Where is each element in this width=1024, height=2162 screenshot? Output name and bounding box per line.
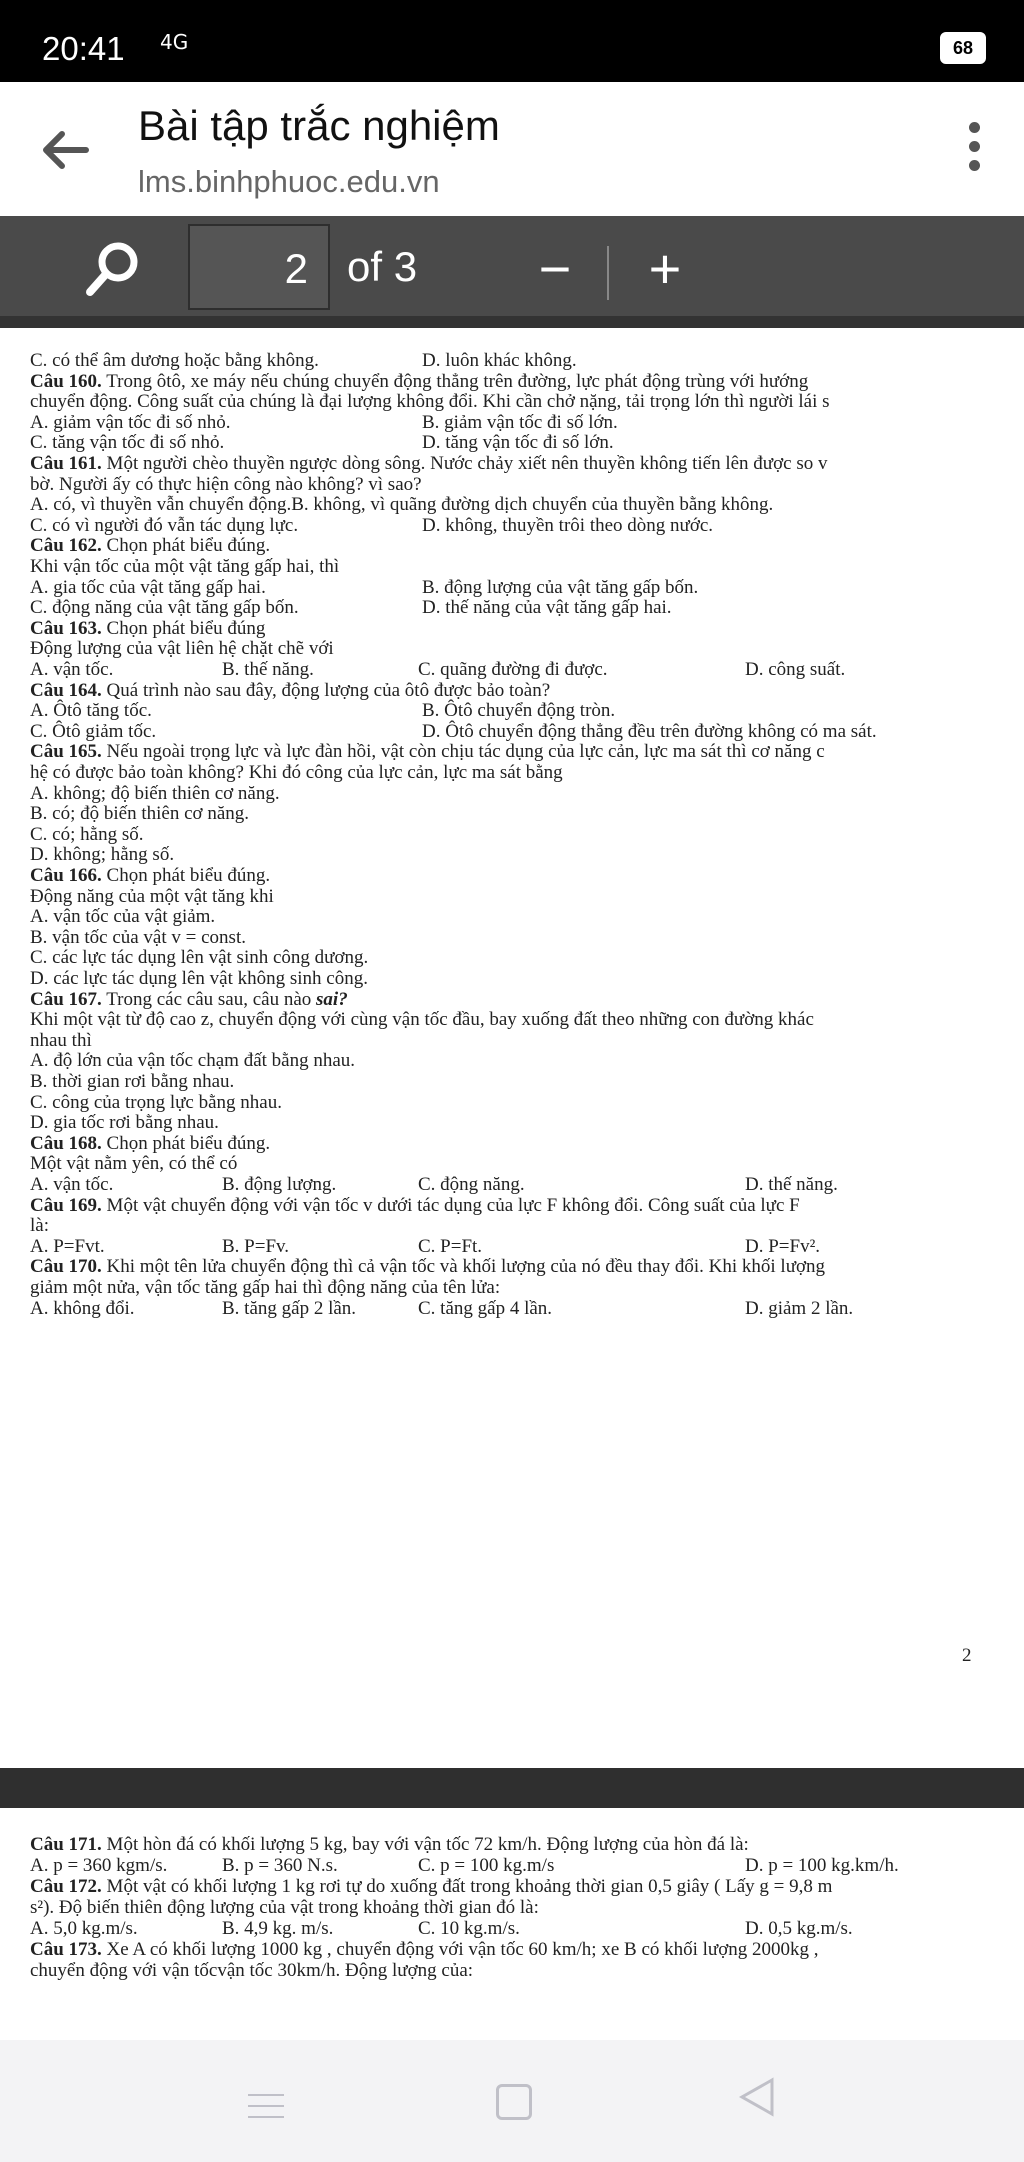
answer-option: C. quãng đường đi được. (418, 659, 608, 680)
text-line: nhau thì (30, 1029, 92, 1051)
text-line: Động lượng của vật liên hệ chặt chẽ với (30, 638, 334, 660)
answer-option: A. P=Fvt. (30, 1235, 105, 1257)
toolbar-shadow (0, 316, 1024, 328)
arrow-left-icon (38, 124, 90, 176)
answer-option: A. Ôtô tăng tốc. (30, 700, 152, 722)
question-number: Câu 167. (30, 988, 102, 1010)
answer-option: D. p = 100 kg.km/h. (745, 1855, 899, 1876)
question-number: Câu 162. (30, 535, 102, 557)
question-number: Câu 169. (30, 1194, 102, 1216)
question-text: Quá trình nào sau đây, động lượng của ôtô được bảo toàn? (101, 679, 551, 701)
text-line: A. độ lớn của vận tốc chạm đất bằng nhau. (30, 1050, 356, 1072)
text-line: s²). Độ biến thiên động lượng của vật trong khoảng thời gian đó là: (30, 1897, 539, 1918)
text-line: chuyển động. Công suất của chúng là đại lượng không đổi. Khi cần chở nặng, tải trọng lớn thì người lái s (30, 391, 830, 413)
question-text: Trong ôtô, xe máy nếu chúng chuyển động thẳng trên đường, lực phát động trùng với hướng (101, 370, 809, 392)
home-icon[interactable] (496, 2084, 532, 2120)
answer-option: C. P=Ft. (418, 1235, 483, 1257)
question-text: Một người chèo thuyền ngược dòng sông. Nước chảy xiết nên thuyền không tiến lên được so v (101, 453, 828, 474)
page-number-input[interactable]: 2 (188, 224, 330, 310)
answer-option: D. Ôtô chuyển động thẳng đều trên đường không có ma sát. (422, 720, 877, 742)
zoom-out-button[interactable]: − (538, 237, 572, 300)
question-text: sai? (316, 988, 348, 1010)
answer-option: B. Ôtô chuyển động tròn. (422, 700, 616, 722)
answer-option: C. có thể âm dương hoặc bằng không. (30, 350, 319, 371)
text-line: Khi một vật từ độ cao z, chuyển động với cùng vận tốc đầu, bay xuống đất theo những con đường khác (30, 1009, 814, 1031)
question-line (30, 618, 265, 640)
question-line (30, 865, 270, 887)
answer-option: B. P=Fv. (222, 1235, 290, 1257)
answer-option: A. giảm vận tốc đi số nhỏ. (30, 411, 231, 433)
answer-option: B. động lượng. (222, 1174, 337, 1195)
text-line: D. không; hằng số. (30, 844, 175, 866)
text-line: hệ có được bảo toàn không? Khi đó công của lực cản, lực ma sát bằng (30, 762, 563, 783)
answer-option: C. tăng vận tốc đi số nhỏ. (30, 432, 225, 454)
pdf-toolbar (0, 216, 1024, 328)
answer-option: D. không, thuyền trôi theo dòng nước. (422, 514, 714, 536)
question-text: Chọn phát biểu đúng. (101, 865, 271, 886)
pdf-page-3 (0, 1808, 1024, 2058)
question-line (30, 680, 550, 702)
question-text: Chọn phát biểu đúng. (101, 535, 271, 557)
question-line (30, 741, 825, 763)
zoom-in-button[interactable]: + (648, 237, 682, 300)
question-number: Câu 172. (30, 1876, 102, 1897)
back-button[interactable] (38, 124, 98, 184)
answer-option: C. tăng gấp 4 lần. (418, 1297, 553, 1319)
answer-option: C. có vì người đó vẫn tác dụng lực. (30, 514, 299, 536)
search-button[interactable] (78, 236, 148, 306)
answer-option: D. luôn khác không. (422, 350, 577, 371)
search-icon (78, 236, 148, 306)
page-count: of 3 (347, 243, 418, 290)
text-line: Động năng của một vật tăng khi (30, 885, 274, 907)
text-line: A. không; độ biến thiên cơ năng. (30, 782, 280, 804)
text-line: A. có, vì thuyền vẫn chuyển động.B. không, vì quãng đường dịch chuyển của thuyền bằng không. (30, 494, 774, 516)
question-text: Một vật chuyển động với vận tốc v dưới tác dụng của lực F không đổi. Công suất của lực F (101, 1194, 800, 1216)
text-line: B. thời gian rơi bằng nhau. (30, 1071, 235, 1092)
more-vert-icon (969, 122, 980, 133)
answer-option: A. p = 360 kgm/s. (30, 1855, 168, 1876)
question-text: Một vật có khối lượng 1 kg rơi tự do xuống đất trong khoảng thời gian 0,5 giây ( Lấy g = 9,8 m (101, 1876, 833, 1897)
answer-option: C. 10 kg.m/s. (418, 1918, 520, 1939)
question-number: Câu 168. (30, 1132, 102, 1154)
answer-option: B. 4,9 kg. m/s. (222, 1918, 334, 1939)
question-number: Câu 173. (30, 1939, 102, 1960)
question-line (30, 453, 827, 475)
answer-option: A. vận tốc. (30, 659, 114, 680)
question-text: Một hòn đá có khối lượng 5 kg, bay với vận tốc 72 km/h. Động lượng của hòn đá là: (101, 1834, 749, 1855)
text-line: C. có; hằng số. (30, 823, 144, 845)
question-text: Trong các câu sau, câu nào (101, 988, 317, 1010)
question-line (30, 1195, 800, 1217)
answer-option: B. tăng gấp 2 lần. (222, 1297, 357, 1319)
app-bar (0, 82, 1024, 216)
question-number: Câu 161. (30, 453, 102, 474)
answer-option: A. không đổi. (30, 1297, 135, 1319)
question-number: Câu 164. (30, 679, 102, 701)
text-line: B. vận tốc của vật v = const. (30, 926, 246, 948)
answer-option: B. giảm vận tốc đi số lớn. (422, 411, 618, 433)
question-line (30, 1939, 819, 1961)
toolbar-divider (607, 246, 609, 300)
pdf-viewer[interactable] (0, 328, 1024, 2138)
answer-option: B. thế năng. (222, 659, 314, 680)
question-text: Chọn phát biểu đúng. (101, 1132, 271, 1154)
answer-option: A. 5,0 kg.m/s. (30, 1918, 138, 1939)
answer-option: B. động lượng của vật tăng gấp bốn. (422, 576, 699, 598)
status-bar (0, 0, 1024, 82)
text-line: D. gia tốc rơi bằng nhau. (30, 1112, 219, 1134)
question-line (30, 1834, 749, 1856)
question-number: Câu 171. (30, 1834, 102, 1855)
answer-option: D. 0,5 kg.m/s. (745, 1918, 853, 1939)
question-text: Nếu ngoài trọng lực và lực đàn hồi, vật còn chịu tác dụng của lực cản, lực ma sát thì cơ năng c (101, 741, 825, 763)
question-number: Câu 163. (30, 617, 102, 639)
menu-icon[interactable] (248, 2094, 284, 2127)
text-line: là: (30, 1215, 49, 1237)
answer-option: D. tăng vận tốc đi số lớn. (422, 432, 614, 454)
more-options-button[interactable] (964, 122, 984, 182)
question-line (30, 371, 808, 393)
question-line (30, 1876, 832, 1898)
answer-option: D. công suất. (745, 659, 846, 680)
question-line (30, 989, 348, 1011)
text-line: A. vận tốc của vật giảm. (30, 906, 216, 928)
system-nav-bar (0, 2040, 1024, 2162)
question-text: Xe A có khối lượng 1000 kg , chuyển động với vận tốc 60 km/h; xe B có khối lượng 2000kg , (101, 1939, 819, 1960)
text-line: chuyển động với vận tốcvận tốc 30km/h. Động lượng của: (30, 1960, 474, 1981)
question-number: Câu 170. (30, 1256, 102, 1278)
question-text: Chọn phát biểu đúng (101, 617, 266, 639)
text-line: C. công của trọng lực bằng nhau. (30, 1091, 282, 1113)
text-line: giảm một nửa, vận tốc tăng gấp hai thì động năng của tên lửa: (30, 1277, 501, 1298)
answer-option: D. giảm 2 lần. (745, 1297, 854, 1319)
question-number: Câu 166. (30, 865, 102, 886)
answer-option: D. thế năng của vật tăng gấp hai. (422, 597, 672, 619)
status-time: 20:41 (42, 30, 125, 67)
page-separator (0, 1768, 1024, 1808)
signal-icon: 4G (160, 30, 189, 54)
page-number: 2 (962, 1645, 972, 1666)
page-url: lms.binhphuoc.edu.vn (138, 164, 440, 199)
question-number: Câu 160. (30, 370, 102, 392)
answer-option: D. thế năng. (745, 1174, 838, 1195)
answer-option: C. Ôtô giảm tốc. (30, 720, 157, 742)
battery-icon: 68 (940, 32, 986, 64)
answer-option: A. gia tốc của vật tăng gấp hai. (30, 576, 266, 598)
page-title: Bài tập trắc nghiệm (138, 102, 500, 149)
text-line: C. các lực tác dụng lên vật sinh công dương. (30, 947, 369, 969)
answer-option: D. P=Fv². (745, 1235, 821, 1257)
question-text: Khi một tên lửa chuyển động thì cả vận tốc và khối lượng của nó đều thay đổi. Khi khối lượng (101, 1256, 826, 1278)
answer-option: A. vận tốc. (30, 1174, 114, 1195)
text-line: B. có; độ biến thiên cơ năng. (30, 803, 250, 825)
pdf-page-2 (0, 328, 1024, 1768)
text-line: Một vật nằm yên, có thể có (30, 1153, 238, 1175)
text-line: Khi vận tốc của một vật tăng gấp hai, thì (30, 556, 340, 577)
text-line: D. các lực tác dụng lên vật không sinh công. (30, 968, 368, 989)
question-line (30, 1133, 270, 1155)
back-icon[interactable] (736, 2076, 776, 2123)
question-line (30, 1256, 825, 1278)
question-number: Câu 165. (30, 741, 102, 763)
answer-option: C. động năng của vật tăng gấp bốn. (30, 597, 299, 619)
answer-option: B. p = 360 N.s. (222, 1855, 338, 1876)
text-line: bờ. Người ấy có thực hiện công nào không? vì sao? (30, 473, 422, 495)
answer-option: C. p = 100 kg.m/s (418, 1855, 555, 1876)
question-line (30, 535, 270, 557)
answer-option: C. động năng. (418, 1174, 525, 1195)
